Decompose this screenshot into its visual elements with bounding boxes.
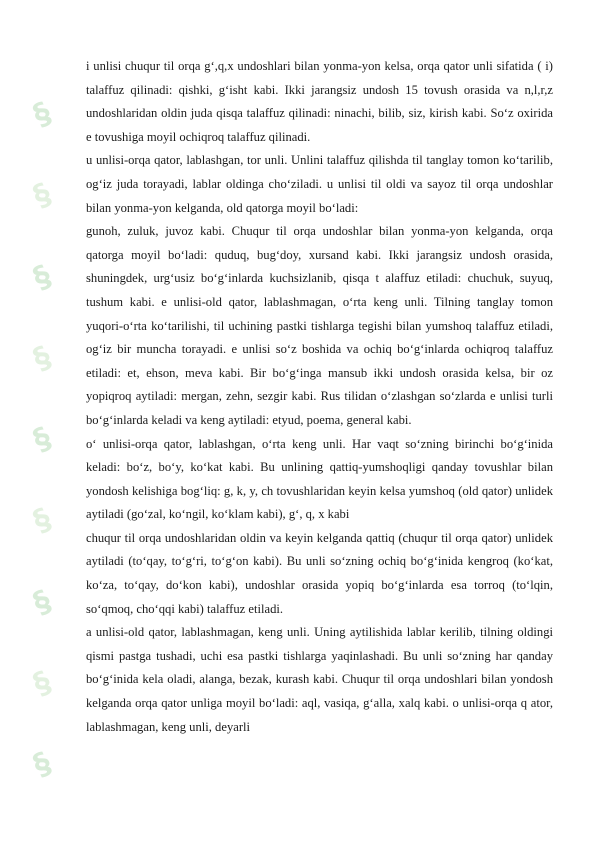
watermark-glyph: §: [27, 258, 56, 297]
watermark-glyph: §: [27, 339, 56, 378]
paragraph-o-apostrophe-continued: chuqur til orqa undoshlaridan oldin va keyin kelganda qattiq (chuqur til orqa qator) unlidek aytiladi (to‘qay, to‘g‘ri, to‘g‘on kabi). Bu unli so‘zning ochiq bo‘g‘inida kengroq (ko‘kat, ko‘za, to‘qay, do‘kon kabi), undoshlar orasida yopiq bo‘g‘inlarda esa torroq (to‘lqin, so‘qmoq, cho‘qqi kabi) talaffuz etiladi.: [86, 530, 553, 616]
watermark: [22, 95, 62, 784]
paragraph-u-e-vowels: gunoh, zuluk, juvoz kabi. Chuqur til orqa undoshlar bilan yonma-yon kelganda, orqa qatorga moyil bo‘ladi: quduq, bug‘doy, xursand kabi. Ikki jarangsiz undosh orasida, shuningdek, urg‘usiz bo‘g‘inlarda kuchsizlanib, qisqa t alaffuz etiladi: chuchuk, suyuq, tushum kabi. e unlisi-old qator, lablashmagan, o‘rta keng unli. Tilning tanglay tomon yuqori-o‘rta ko‘tarilishi, til uchining pastki tishlarga tegishi bilan yumshoq talaffuz etiladi, og‘iz bir muncha torayadi. e unlisi so‘z boshida va ochiq bo‘g‘inlarda ochiqroq talaffuz etiladi: et, ehson, meva kabi. Bir bo‘g‘inga mansub ikki undosh orasida kelsa, bir oz yopiqroq aytiladi: mergan, zehn, sezgir kabi. Rus tilidan o‘zlashgan so‘zlarda e unlisi turli bo‘g‘inlarda keladi va keng aytiladi: etyud, poema, general kabi.: [86, 224, 553, 427]
paragraph-o-apostrophe-vowel: o‘ unlisi-orqa qator, lablashgan, o‘rta keng unli. Har vaqt so‘zning birinchi bo‘g‘inida keladi: bo‘z, bo‘y, ko‘kat kabi. Bu unlining qattiq-yumshoqligi qanday tovushlar bilan yondosh kelishiga bog‘liq: g, k, y, ch tovushlaridan keyin kelsa yumshoq (old qator) unlidek aytiladi (go‘zal, ko‘ngil, ko‘klam kabi), g‘, q, x kabi: [86, 436, 553, 522]
watermark-glyph: §: [27, 745, 56, 784]
paragraph-i-vowel: i unlisi chuqur til orqa g‘,q,x undoshlari bilan yonma-yon kelsa, orqa qator unli sifatida ( i) talaffuz qilinadi: qishki, g‘isht kabi. Ikki jarangsiz undosh 15 tovush orasida va n,l,r,z undoshlaridan oldin juda qisqa talaffuz qilinadi: ninachi, bilib, siz, kirish kabi. So‘z oxirida e tovushiga moyil ochiqroq talaffuz qilinadi.: [86, 59, 553, 144]
document-body: [86, 55, 553, 739]
watermark-glyph: §: [27, 501, 56, 540]
watermark-glyph: §: [27, 176, 56, 215]
watermark-glyph: §: [27, 420, 56, 459]
watermark-glyph: §: [27, 583, 56, 622]
paragraph-u-vowel: u unlisi-orqa qator, lablashgan, tor unli. Unlini talaffuz qilishda til tanglay tomon ko‘tarilib, og‘iz juda torayadi, lablar oldinga cho‘ziladi. u unlisi til oldi va sayoz til orqa undoshlar bilan yonma-yon kelganda, old qatorga moyil bo‘ladi:: [86, 153, 553, 215]
watermark-glyph: §: [27, 95, 56, 134]
paragraph-a-vowel: a unlisi-old qator, lablashmagan, keng unli. Uning aytilishida lablar kerilib, tilning oldingi qismi pastga tushadi, uchi esa pastki tishlarga yaqinlashadi. Bu unli so‘zning har qanday bo‘g‘inida kela oladi, alanga, bezak, kurash kabi. Chuqur til orqa undoshlari bilan yondosh kelganda orqa qator unliga moyil bo‘ladi: aql, vasiqa, g‘alla, xalq kabi. o unlisi-orqa q ator, lablashmagan, keng unli, deyarli: [86, 625, 553, 734]
watermark-glyph: §: [27, 664, 56, 703]
